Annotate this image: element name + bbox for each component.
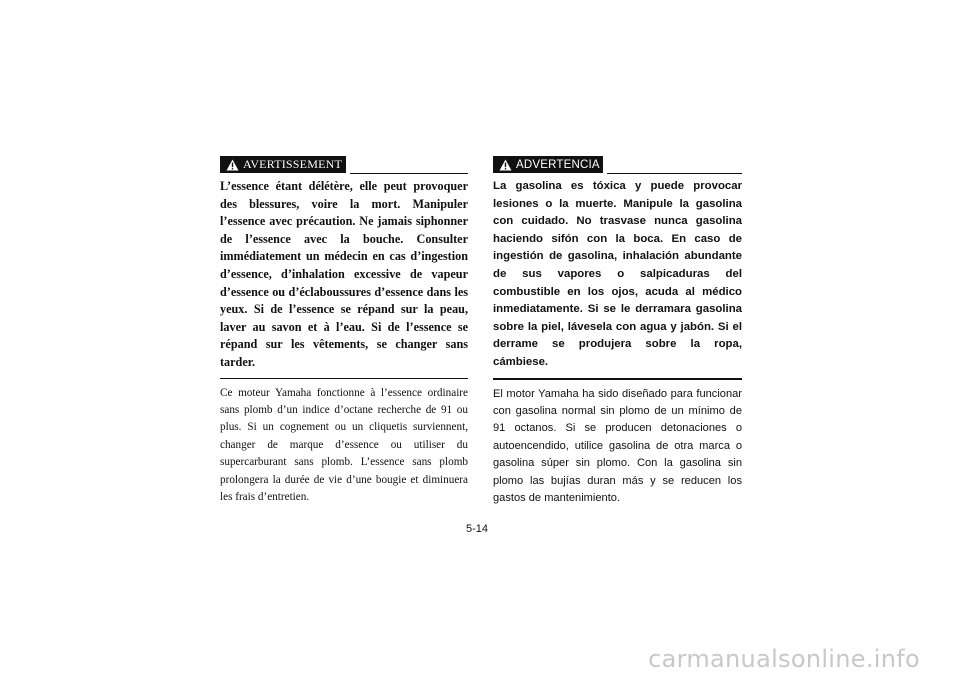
french-warning-header-rule [350,173,468,174]
spanish-warning-end-rule [493,378,742,380]
french-warning-label-text: AVERTISSEMENT [243,157,342,171]
french-warning-text: L’essence étant délétère, elle peut provoquer des blessures, voire la mort. Manipuler l’essence avec précaution. Ne jamais siphonner de l’essence avec la bouche. Consulter immédiatement un médecin en cas d’ingestion d’essence, d’inhalation excessive de vapeur d’essence ou d’éclaboussures d’essence dans les yeux. Si de l’essence se répand sur la peau, laver au savon et à l’eau. Si de l’essence se répand sur les vêtements, se changer sans tarder. [220,179,468,369]
warning-triangle-icon [226,159,239,171]
french-warning-end-rule [220,378,468,379]
spanish-warning-text: La gasolina es tóxica y puede provocar lesiones o la muerte. Manipule la gasolina con cuidado. No trasvase nunca gasolina haciendo sifón con la boca. En caso de ingestión de gasolina, inhalación abundante de sus vapores o salpicaduras del combustible en los ojos, acuda al médico inmediatamente. Si se le derramara gasolina sobre la piel, lávesela con agua y jabón. Si el derrame se produjera sobre la ropa, cámbiese. [493,180,742,368]
french-column [220,156,468,506]
spanish-body-text: El motor Yamaha ha sido diseñado para funcionar con gasolina normal sin plomo de un mínimo de 91 octanos. Si se producen detonaciones o autoencendido, utilice gasolina de otra marca o gasolina súper sin plomo. Con la gasolina sin plomo las bujías duran más y se reducen los gastos de mantenimiento. [493,387,742,504]
spanish-warning-header-rule [607,173,742,174]
page-number: 5-14 [466,523,489,535]
spanish-warning-label-text: ADVERTENCIA [516,158,600,171]
spanish-warning-header [493,156,742,174]
french-body-text: Ce moteur Yamaha fonctionne à l’essence ordinaire sans plomb d’un indice d’octane recherche de 91 ou plus. Si un cognement ou un cliquetis surviennent, changer de marque d’essence ou utiliser du supercarburant sans plomb. L’essence sans plomb prolongera la durée de vie d’une bougie et diminuera les frais d’entretien. [220,386,468,503]
warning-triangle-icon [499,159,512,171]
watermark: carmanualsonline.info [648,645,920,673]
spanish-column [493,156,742,507]
french-warning-header [220,156,468,174]
french-warning-label [220,156,346,173]
spanish-warning-label [493,156,603,173]
